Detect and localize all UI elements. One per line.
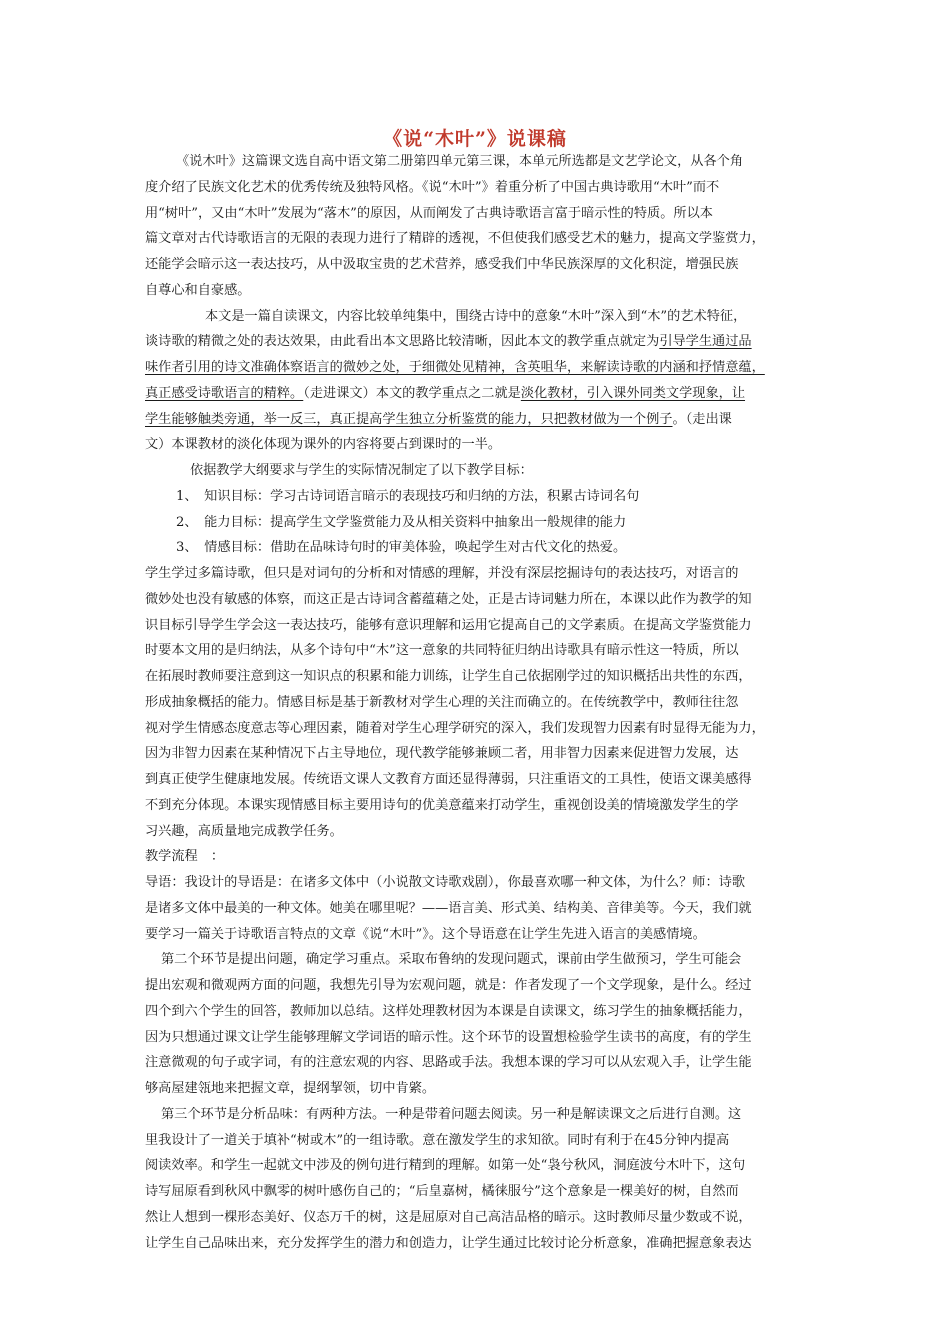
text-segment: 学生学过多篇诗歌，但只是对词句的分析和对情感的理解，并没有深层挖掘诗句的表达技巧，对语言的 [145, 566, 739, 581]
text-segment: 第二个环节是提出问题，确定学习重点。采取布鲁纳的发现问题式，课前由学生做预习，学生可能会 [161, 952, 742, 968]
underlined-text: 真正感受诗歌语言的精粹。 [145, 385, 304, 401]
underlined-text: 引导学生通过品 [659, 334, 752, 350]
text-line [145, 617, 752, 635]
text-line [145, 333, 752, 351]
text-segment: 《说木叶》这篇课文选自高中语文第二册第四单元第三课，本单元所选都是文艺学论文，从各个角 [176, 154, 744, 169]
text-line [145, 1029, 752, 1047]
text-segment: 四个到六个学生的回答，教师加以总结。这样处理教材因为本课是自读课文，练习学生的抽象概括能力， [145, 1003, 752, 1019]
text-segment: 依据教学大纲要求与学生的实际情况制定了以下教学目标： [190, 463, 533, 478]
text-segment: 3、 情感目标：借助在品味诗句时的审美体验，唤起学生对古代文化的热爱。 [176, 540, 627, 556]
text-line [161, 951, 741, 969]
text-segment: 里我设计了一道关于填补“树或木”的一组诗歌。意在激发学生的求知欲。同时有利于在45分钟内提高 [145, 1132, 730, 1148]
text-line [145, 1132, 729, 1150]
text-segment: 提出宏观和微观两方面的问题，我想先引导为宏观问题，就是：作者发现了一个文学现象，是什么。经过 [145, 978, 752, 993]
text-line [145, 1003, 752, 1021]
text-segment: 是诸多文体中最美的一种文体。她美在哪里呢？——语言美、形式美、结构美、音律美等。今天，我们就 [145, 900, 752, 916]
text-segment: 第三个环节是分析品味：有两种方法。一种是带着问题去阅读。另一种是解读课文之后进行自测。这 [161, 1106, 742, 1122]
text-line [176, 153, 743, 171]
text-line [145, 874, 745, 892]
text-segment: 1、 知识目标：学习古诗词语言暗示的表现技巧和归纳的方法，积累古诗词名句 [176, 488, 640, 504]
text-segment: 2、 能力目标：提高学生文学鉴赏能力及从相关资料中抽象出一般规律的能力 [176, 514, 627, 530]
text-line [145, 642, 739, 660]
text-line [145, 256, 738, 274]
text-segment: 本文是一篇自读课文，内容比较单纯集中，围绕古诗中的意象“木叶”深入到“木”的艺术特征， [205, 308, 747, 324]
text-segment: 注意微观的句子或字词，有的注意宏观的内容、思路或手法。我想本课的学习可以从宏观入手，让学生能 [145, 1055, 752, 1071]
text-line [145, 385, 745, 403]
text-line [145, 1183, 739, 1201]
text-line [145, 1209, 752, 1227]
text-line [145, 771, 752, 789]
text-line [145, 230, 765, 248]
text-line [145, 745, 738, 763]
text-line [205, 308, 746, 326]
text-line [176, 514, 626, 532]
text-segment: 不到充分体现。本课实现情感目标主要用诗句的优美意蕴来打动学生，重视创设美的情境激发学生的学 [145, 797, 739, 813]
text-segment: 度介绍了民族文化艺术的优秀传统及独特风格。《说“木叶”》着重分析了中国古典诗歌用“木叶”而不 [145, 179, 720, 195]
text-segment: 识目标引导学生学会这一表达技巧，能够有意识理解和运用它提高自己的文学素质。在提高文学鉴赏能力 [145, 617, 752, 633]
text-segment: 教学流程 ： [145, 849, 225, 865]
text-line [145, 565, 738, 583]
text-line [145, 1080, 435, 1098]
underlined-text: 学生能够触类旁通，举一反三，真正提高学生独立分析鉴赏的能力，只把教材做为一个例子 [145, 411, 673, 427]
text-line [145, 668, 752, 686]
text-segment: 谈诗歌的精微之处的表达效果，由此看出本文思路比较清晰，因此本文的教学重点就定为 [145, 334, 660, 350]
text-line [145, 720, 765, 738]
text-line [190, 462, 533, 480]
text-line [145, 694, 738, 712]
text-segment: 习兴趣，高质量地完成教学任务。 [145, 823, 343, 839]
text-segment: 视对学生情感态度意志等心理因素，随着对学生心理学研究的深入，我们发现智力因素有时显得无能为力， [145, 720, 765, 736]
text-line [176, 539, 626, 557]
text-segment: 时要本文用的是归纳法，从多个诗句中“木”这一意象的共同特征归纳出诗歌具有暗示性这一特质，所以 [145, 643, 739, 659]
text-line [145, 900, 752, 918]
text-line [145, 1054, 752, 1072]
text-segment: 。（走出课 [672, 411, 732, 427]
text-line [145, 848, 224, 866]
document-title: 《说“木叶”》说课稿 [383, 128, 567, 150]
text-line [145, 1235, 752, 1253]
text-segment: 微妙处也没有敏感的体察，而这正是古诗词含蓄蕴藉之处，正是古诗词魅力所在，本课以此作为教学的知 [145, 591, 752, 607]
text-line [145, 282, 251, 300]
text-line [145, 977, 752, 995]
text-line [145, 823, 343, 841]
text-line [176, 488, 639, 506]
text-segment: 够高屋建瓴地来把握文章，提纲挈领，切中肯綮。 [145, 1081, 436, 1096]
text-line [145, 1157, 745, 1175]
text-segment: 文）本课教材的淡化体现为课外的内容将要占到课时的一半。 [145, 437, 502, 453]
underlined-text: 淡化教材，引入课外同类文学现象，让 [520, 385, 746, 401]
text-segment: 然让人想到一棵形态美好、仪态万千的树，这是屈原对自己高洁品格的暗示。这时教师尽量少数或不说， [145, 1209, 752, 1225]
text-line [145, 436, 501, 454]
text-line [145, 591, 752, 609]
text-segment: 篇文章对古代诗歌语言的无限的表现力进行了精辟的透视，不但使我们感受艺术的魅力，提高文学鉴赏力， [145, 231, 765, 247]
text-segment: 让学生自己品味出来，充分发挥学生的潜力和创造力，让学生通过比较讨论分析意象，准确把握意象表达 [145, 1235, 752, 1251]
text-segment: 在拓展时教师要注意到这一知识点的积累和能力训练，让学生自己依据刚学过的知识概括出共性的东西， [145, 669, 752, 684]
text-segment: 要学习一篇关于诗歌语言特点的文章《说“木叶”》。这个导语意在让学生先进入语言的美感情境。 [145, 926, 706, 942]
text-segment: 诗写屈原看到秋风中飘零的树叶感伤自己的；“后皇嘉树，橘徕服兮”这个意象是一棵美好的树，自然而 [145, 1184, 739, 1199]
text-line [145, 411, 732, 429]
text-segment: 形成抽象概括的能力。情感目标是基于新教材对学生心理的关注而确立的。在传统教学中，教师往往忽 [145, 694, 739, 710]
text-line [145, 179, 719, 197]
text-segment: 阅读效率。和学生一起就文中涉及的例句进行精到的理解。如第一处“袅兮秋风，洞庭波兮木叶下，这句 [145, 1158, 746, 1174]
text-segment: （走进课文）本文的教学重点之二就是 [303, 385, 521, 401]
text-segment: 因为非智力因素在某种情况下占主导地位，现代教学能够兼顾二者，用非智力因素来促进智力发展，达 [145, 746, 739, 762]
text-line [161, 1106, 741, 1124]
text-segment: 还能学会暗示这一表达技巧，从中汲取宝贵的艺术营养，感受我们中华民族深厚的文化积淀，增强民族 [145, 257, 739, 272]
text-segment: 自尊心和自豪感。 [145, 282, 251, 298]
text-segment: 用“树叶”，又由“木叶”发展为“落木”的原因，从而阐发了古典诗歌语言富于暗示性的特质。所以本 [145, 205, 713, 221]
text-segment: 到真正使学生健康地发展。传统语文课人文教育方面还显得薄弱，只注重语文的工具性，使语文课美感得 [145, 772, 752, 787]
underlined-text: 味作者引用的诗文准确体察语言的微妙之处，于细微处见精神，含英咀华，来解读诗歌的内涵和抒情意蕴， [145, 360, 765, 375]
text-line [145, 926, 706, 944]
text-line [145, 359, 765, 377]
text-line [145, 205, 713, 223]
text-segment: 导语：我设计的导语是：在诸多文体中（小说散文诗歌戏剧），你最喜欢哪一种文体，为什么？师：诗歌 [145, 875, 746, 890]
text-segment: 因为只想通过课文让学生能够理解文学词语的暗示性。这个环节的设置想检验学生读书的高度，有的学生 [145, 1029, 752, 1045]
text-line [145, 797, 738, 815]
